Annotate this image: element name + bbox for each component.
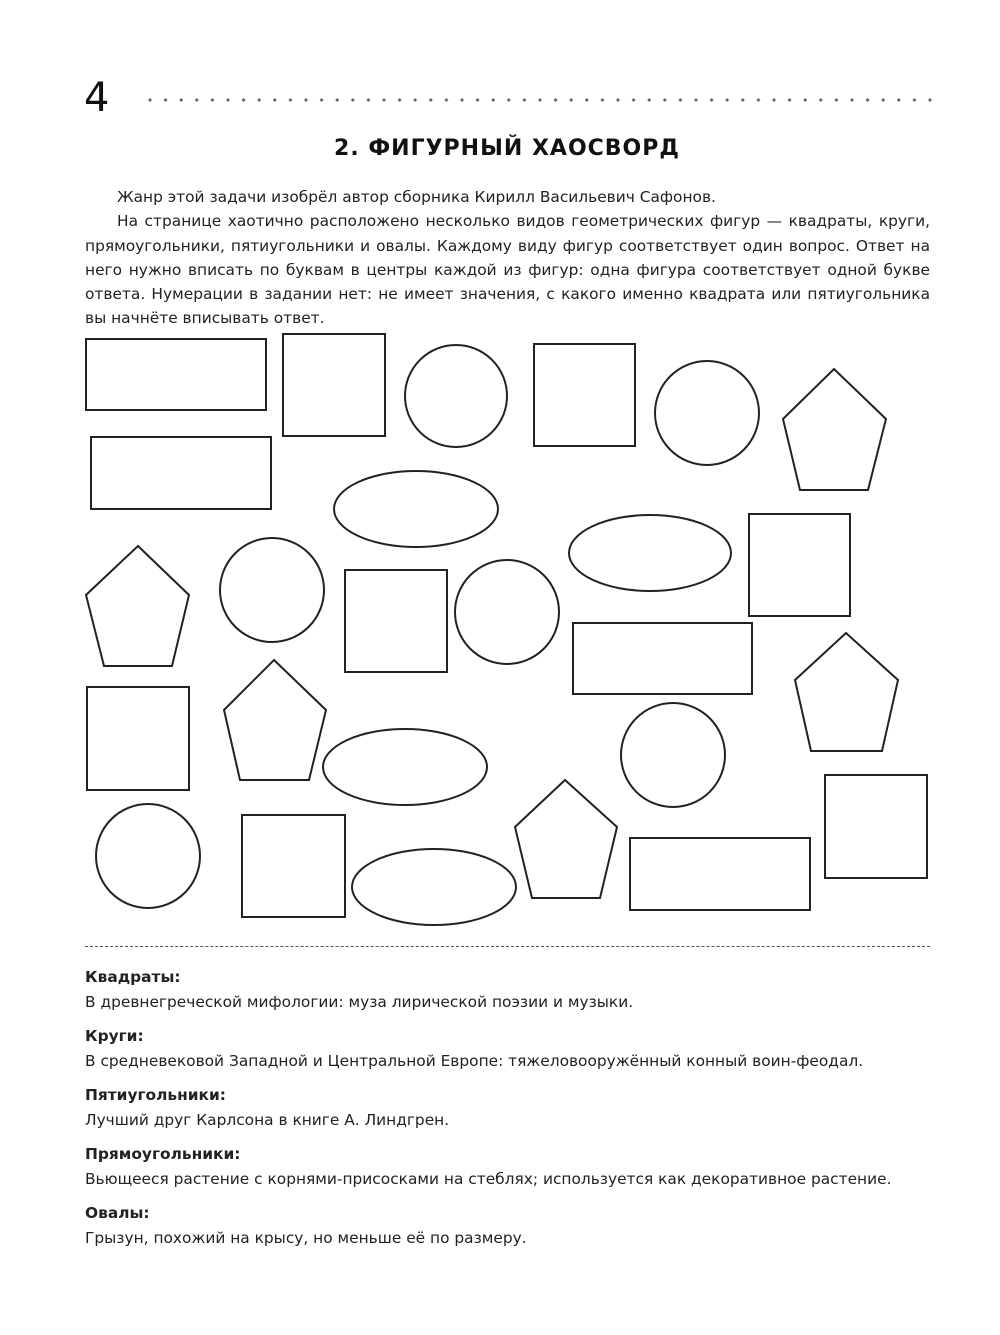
rectangle-shape[interactable] [91,437,271,509]
pentagon-shape[interactable] [86,546,189,666]
circle-shape[interactable] [405,345,507,447]
question-text: Лучший друг Карлсона в книге А. Линдгрен. [85,1111,450,1129]
question-circles [85,1026,945,1071]
question-ovals [85,1203,945,1248]
circle-shape[interactable] [96,804,200,908]
oval-shape[interactable] [569,515,731,591]
square-shape[interactable] [345,570,447,672]
intro-paragraph-1: Жанр этой задачи изобрёл автор сборника Кирилл Васильевич Сафонов. [117,188,716,206]
intro-paragraph-2: На странице хаотично расположено несколько видов геометрических фигур — квадраты, круги, прямоугольники, пятиугольники и овалы. Каждому виду фигур соответствует один вопрос. Ответ на него нужно вписать по буквам в центры каждой из фигур: одна фигура соответствует одной букве ответа. Нумерации в задании нет: не имеет значения, с какого именно квадрата или пятиугольника вы начнёте вписывать ответ. [85,212,930,328]
circle-shape[interactable] [621,703,725,807]
question-title: Пятиугольники: [85,1086,226,1104]
square-shape[interactable] [534,344,635,446]
square-shape[interactable] [87,687,189,790]
oval-shape[interactable] [352,849,516,925]
question-text: Вьющееся растение с корнями-присосками на стеблях; используется как декоративное растение. [85,1170,892,1188]
rectangle-shape[interactable] [86,339,266,410]
question-title: Квадраты: [85,968,181,986]
circle-shape[interactable] [655,361,759,465]
question-title: Круги: [85,1027,144,1045]
square-shape[interactable] [749,514,850,616]
rectangle-shape[interactable] [630,838,810,910]
question-text: В древнегреческой мифологии: муза лирической поэзии и музыки. [85,993,634,1011]
pentagon-shape[interactable] [515,780,617,898]
question-squares [85,967,945,1012]
rectangle-shape[interactable] [573,623,752,694]
pentagon-shape[interactable] [783,369,886,490]
questions-list [85,967,945,1262]
pentagon-shape[interactable] [224,660,326,780]
circle-shape[interactable] [455,560,559,664]
pentagon-shape[interactable] [795,633,898,751]
question-text: Грызун, похожий на крысу, но меньше её по размеру. [85,1229,527,1247]
question-title: Прямоугольники: [85,1145,241,1163]
oval-shape[interactable] [334,471,498,547]
page-number: 4 [84,75,110,121]
question-title: Овалы: [85,1204,150,1222]
question-pentagons [85,1085,945,1130]
page-title: 2. ФИГУРНЫЙ ХАОСВОРД [334,136,680,161]
square-shape[interactable] [242,815,345,917]
oval-shape[interactable] [323,729,487,805]
section-separator [85,946,930,947]
question-text: В средневековой Западной и Центральной Европе: тяжеловооружённый конный воин-феодал. [85,1052,864,1070]
square-shape[interactable] [825,775,927,878]
circle-shape[interactable] [220,538,324,642]
square-shape[interactable] [283,334,385,436]
question-rectangles [85,1144,945,1189]
